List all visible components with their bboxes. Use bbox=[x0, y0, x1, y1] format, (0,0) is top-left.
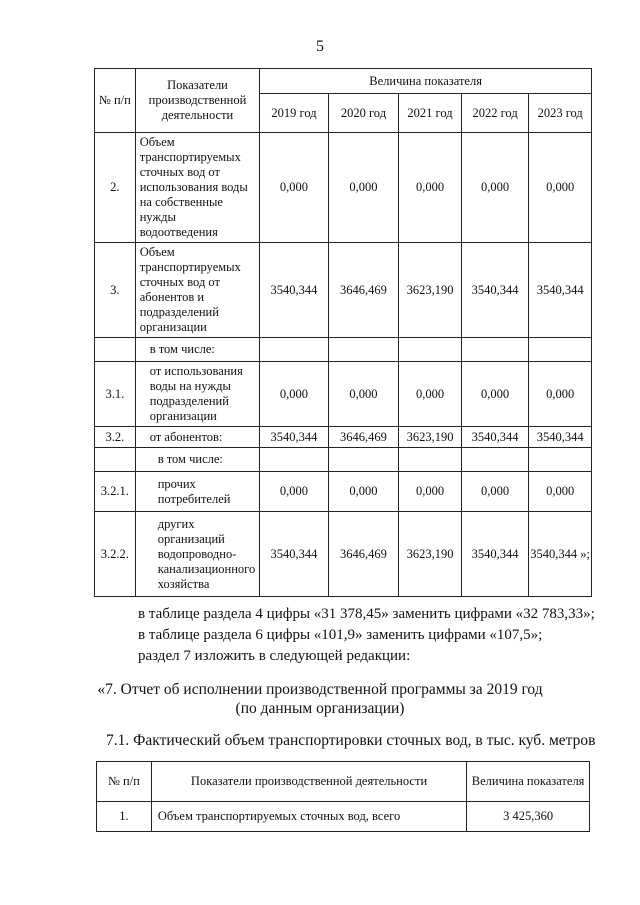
paragraph: в таблице раздела 6 цифры «101,9» заменить цифрами «107,5»; bbox=[138, 627, 543, 643]
header-value: Величина показателя bbox=[467, 762, 590, 802]
row-value: 3540,344 bbox=[260, 512, 329, 597]
transport-volume-table bbox=[96, 761, 590, 832]
row-value: 0,000 bbox=[399, 362, 462, 427]
table-row bbox=[95, 243, 592, 338]
header-year: 2021 год bbox=[399, 94, 462, 133]
table-row bbox=[95, 512, 592, 597]
row-value bbox=[260, 448, 329, 472]
row-num: 3.2.1. bbox=[95, 472, 136, 512]
row-value: 3540,344 bbox=[529, 243, 592, 338]
row-value: 0,000 bbox=[529, 472, 592, 512]
row-num bbox=[95, 338, 136, 362]
row-label: Объем транспортируемых сточных вод от абонентов и подразделений организации bbox=[135, 243, 260, 338]
row-value: 3 425,360 bbox=[467, 802, 590, 832]
row-value: 3540,344 bbox=[260, 243, 329, 338]
row-value bbox=[529, 448, 592, 472]
row-num: 3.1. bbox=[95, 362, 136, 427]
row-num: 3.2. bbox=[95, 427, 136, 448]
row-value bbox=[399, 448, 462, 472]
table-row bbox=[95, 338, 592, 362]
row-label: Объем транспортируемых сточных вод, всего bbox=[151, 802, 466, 832]
row-value: 3623,190 bbox=[399, 427, 462, 448]
row-value bbox=[461, 338, 529, 362]
row-value bbox=[461, 448, 529, 472]
row-value: 3540,344 bbox=[461, 427, 529, 448]
paragraph: раздел 7 изложить в следующей редакции: bbox=[138, 648, 411, 664]
row-num bbox=[95, 448, 136, 472]
row-value: 0,000 bbox=[260, 362, 329, 427]
page-number: 5 bbox=[316, 38, 324, 55]
header-year: 2019 год bbox=[260, 94, 329, 133]
row-value: 3540,344 bbox=[260, 427, 329, 448]
row-value: 3540,344 »; bbox=[529, 512, 592, 597]
header-indicator: Показатели производственной деятельности bbox=[135, 69, 260, 133]
row-value: 0,000 bbox=[260, 472, 329, 512]
table-row bbox=[95, 472, 592, 512]
section-subtitle: (по данным организации) bbox=[235, 700, 405, 717]
header-num: № п/п bbox=[97, 762, 152, 802]
row-value: 0,000 bbox=[461, 362, 529, 427]
header-indicator: Показатели производственной деятельности bbox=[151, 762, 466, 802]
production-indicators-table bbox=[94, 68, 592, 597]
row-value: 0,000 bbox=[461, 472, 529, 512]
header-year: 2022 год bbox=[461, 94, 529, 133]
subsection-title: 7.1. Фактический объем транспортировки сточных вод, в тыс. куб. метров bbox=[106, 732, 596, 749]
header-year: 2020 год bbox=[328, 94, 398, 133]
row-value: 0,000 bbox=[399, 133, 462, 243]
table-row bbox=[95, 362, 592, 427]
row-value bbox=[399, 338, 462, 362]
table-row bbox=[95, 427, 592, 448]
row-value: 0,000 bbox=[328, 472, 398, 512]
row-value: 3646,469 bbox=[328, 243, 398, 338]
row-value bbox=[529, 338, 592, 362]
row-num: 3.2.2. bbox=[95, 512, 136, 597]
header-value: Величина показателя bbox=[260, 69, 592, 94]
row-value bbox=[328, 338, 398, 362]
row-value: 3623,190 bbox=[399, 512, 462, 597]
row-num: 3. bbox=[95, 243, 136, 338]
row-value: 3540,344 bbox=[461, 243, 529, 338]
table-row bbox=[95, 133, 592, 243]
row-label: Объем транспортируемых сточных вод от использования воды на собственные нужды водоотведения bbox=[135, 133, 260, 243]
row-value: 3540,344 bbox=[461, 512, 529, 597]
row-value: 0,000 bbox=[328, 133, 398, 243]
row-label: других организаций водопроводно-канализационного хозяйства bbox=[135, 512, 260, 597]
header-num: № п/п bbox=[95, 69, 136, 133]
row-label: прочих потребителей bbox=[135, 472, 260, 512]
row-num: 2. bbox=[95, 133, 136, 243]
row-label: от использования воды на нужды подразделений организации bbox=[135, 362, 260, 427]
row-num: 1. bbox=[97, 802, 152, 832]
table-row bbox=[95, 448, 592, 472]
row-label: от абонентов: bbox=[135, 427, 260, 448]
table-row bbox=[97, 802, 590, 832]
row-value: 0,000 bbox=[461, 133, 529, 243]
row-value: 0,000 bbox=[529, 133, 592, 243]
row-value bbox=[260, 338, 329, 362]
row-label: в том числе: bbox=[135, 448, 260, 472]
row-value: 0,000 bbox=[260, 133, 329, 243]
row-value: 3623,190 bbox=[399, 243, 462, 338]
row-value: 0,000 bbox=[399, 472, 462, 512]
paragraph: в таблице раздела 4 цифры «31 378,45» заменить цифрами «32 783,33»; bbox=[138, 606, 595, 622]
row-value: 3540,344 bbox=[529, 427, 592, 448]
row-value: 0,000 bbox=[328, 362, 398, 427]
row-value bbox=[328, 448, 398, 472]
header-year: 2023 год bbox=[529, 94, 592, 133]
row-value: 0,000 bbox=[529, 362, 592, 427]
row-label: в том числе: bbox=[135, 338, 260, 362]
row-value: 3646,469 bbox=[328, 512, 398, 597]
row-value: 3646,469 bbox=[328, 427, 398, 448]
section-title: «7. Отчет об исполнении производственной программы за 2019 год bbox=[97, 681, 543, 698]
